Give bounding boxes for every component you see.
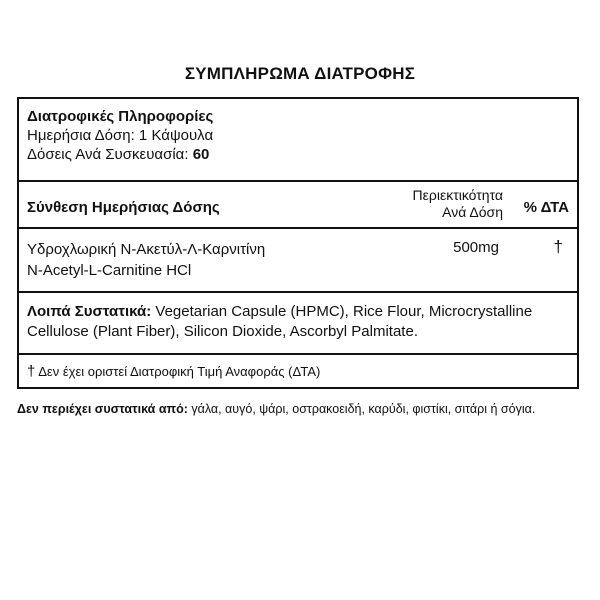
- label-title: ΣΥΜΠΛΗΡΩΜΑ ΔΙΑΤΡΟΦΗΣ: [184, 64, 416, 83]
- divider: [19, 291, 577, 293]
- servings-value: 60: [192, 146, 210, 163]
- amount-header: [413, 187, 503, 221]
- nutrition-facts-panel: [17, 97, 579, 389]
- ingredient-name-greek: Υδροχλωρική Ν-Ακετύλ-Λ-Καρνιτίνη: [27, 241, 266, 258]
- composition-header: Σύνθεση Ημερήσιας Δόσης: [27, 199, 220, 216]
- dagger-symbol: †: [27, 363, 36, 380]
- other-ingredients: [27, 302, 571, 342]
- footnote: [27, 363, 320, 380]
- divider: [19, 227, 577, 229]
- ingredient-amount: 500mg: [453, 239, 499, 256]
- amount-header-line1: Περιεκτικότητα: [412, 187, 503, 203]
- other-ingredients-text: Vegetarian Capsule (HPMC), Rice Flour, Microcrystalline Cellulose (Plant Fiber), Silicon Dioxide, Ascorbyl Palmitate.: [27, 303, 533, 340]
- servings-per-container: [27, 145, 577, 164]
- divider: [19, 353, 577, 355]
- ingredient-name-english: N-Acetyl-L-Carnitine HCl: [27, 262, 192, 279]
- allergen-statement: [17, 402, 587, 416]
- info-heading: Διατροφικές Πληροφορίες: [27, 108, 214, 125]
- allergen-label: Δεν περιέχει συστατικά από:: [17, 402, 188, 416]
- allergen-text: γάλα, αυγό, ψάρι, οστρακοειδή, καρύδι, φιστίκι, σιτάρι ή σόγια.: [187, 402, 536, 416]
- servings-label: Δόσεις Ανά Συσκευασία:: [27, 146, 193, 163]
- serving-size: Ημερήσια Δόση: 1 Κάψουλα: [27, 127, 214, 144]
- ingredient-dv: †: [553, 237, 563, 256]
- amount-header-line2: Ανά Δόση: [442, 204, 503, 220]
- footnote-text: Δεν έχει οριστεί Διατροφική Τιμή Αναφοράς (ΔΤΑ): [35, 364, 321, 379]
- other-ingredients-label: Λοιπά Συστατικά:: [27, 303, 152, 320]
- serving-info: [27, 107, 577, 164]
- divider: [19, 180, 577, 182]
- dv-header: % ΔΤΑ: [523, 199, 569, 216]
- ingredient-name: [27, 239, 265, 281]
